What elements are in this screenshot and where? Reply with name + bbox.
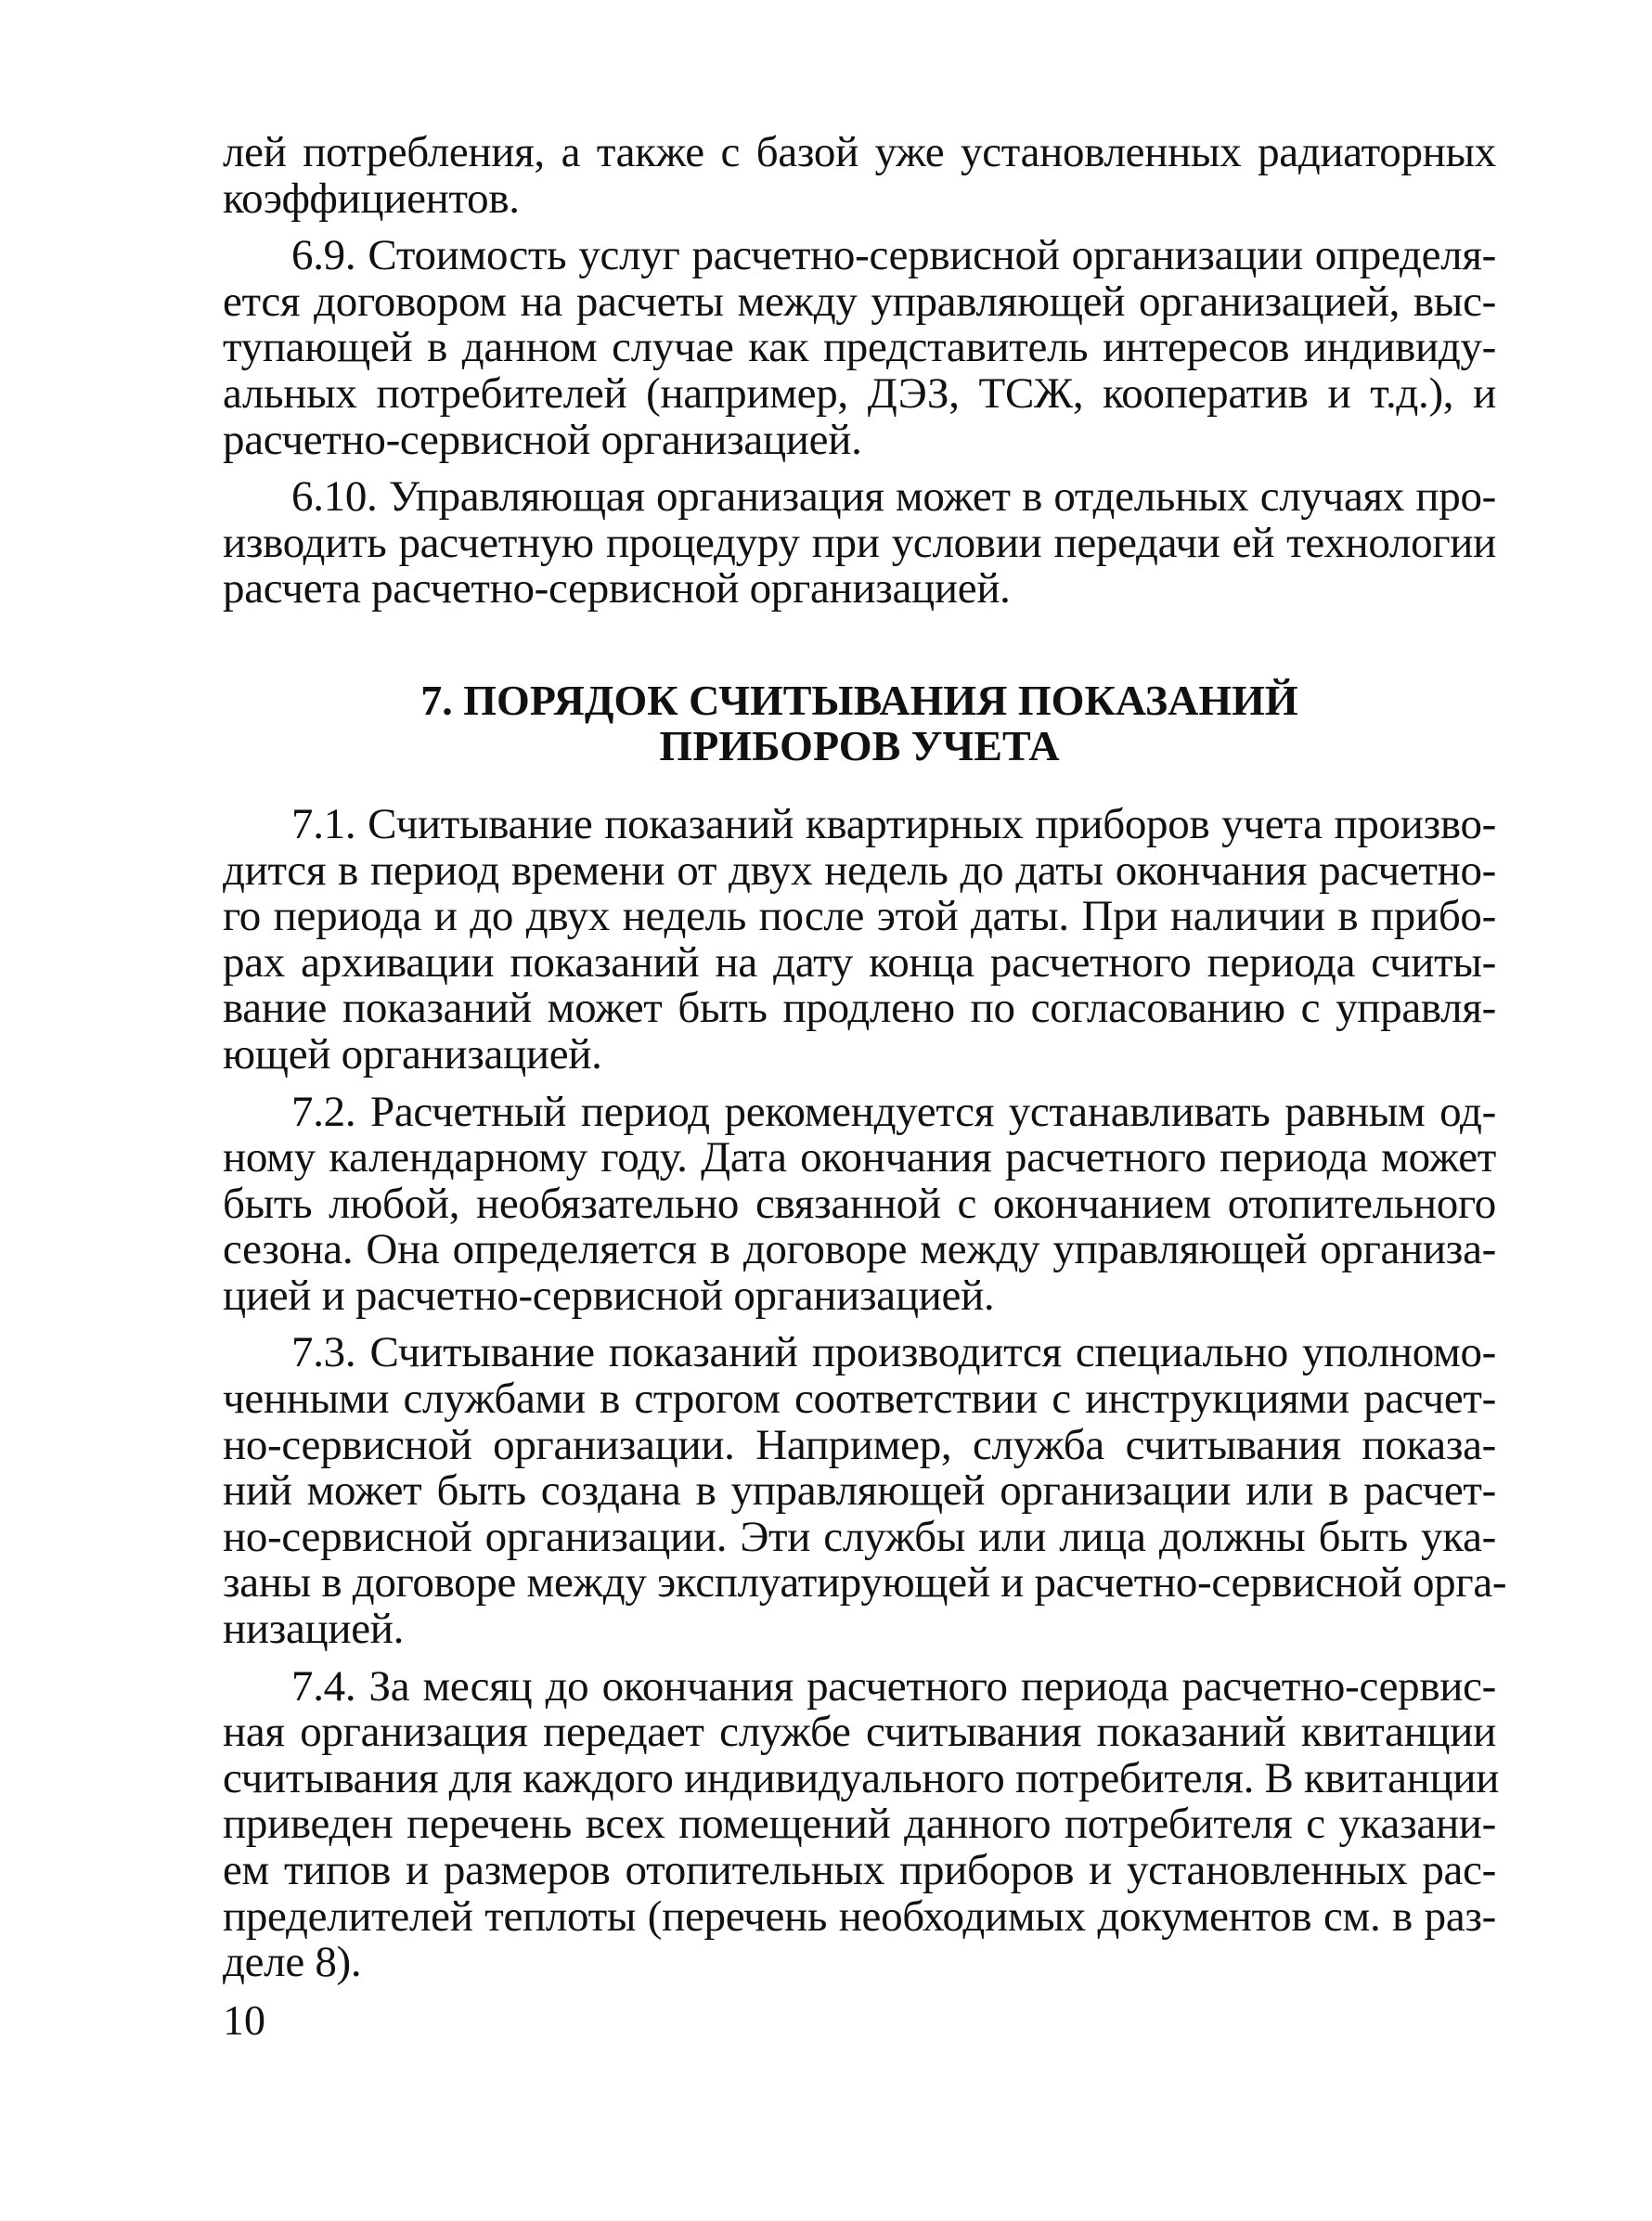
paragraph — [223, 799, 1496, 1078]
text-line: ющей организацией. — [223, 1029, 602, 1078]
text-line: 7.3. Считывание показаний производится специально уполномо- — [291, 1328, 1496, 1377]
text-line: пределителей теплоты (перечень необходимых документов см. в раз- — [223, 1892, 1496, 1941]
text-line: 6.9. Стоимость услуг расчетно-сервисной организации определя- — [291, 231, 1496, 280]
text-line: ний может быть создана в управляющей организации или в расчет- — [223, 1466, 1496, 1516]
paragraph — [223, 233, 1496, 463]
text-line: лей потребления, а также с базой уже установленных радиаторных — [223, 128, 1496, 176]
section-heading-line-1: 7. ПОРЯДОК СЧИТЫВАНИЯ ПОКАЗАНИЙ — [420, 676, 1298, 724]
paragraph — [223, 1661, 1500, 1987]
text-line: вание показаний может быть продлено по согласованию с управля- — [223, 984, 1496, 1033]
text-line: быть любой, необязательно связанной с окончанием отопительного — [223, 1179, 1496, 1228]
text-line: приведен перечень всех помещений данного потребителя с указани- — [223, 1800, 1496, 1849]
section-6-paragraphs — [223, 233, 1496, 613]
text-line: ченными службами в строгом соответствии с инструкциями расчет- — [223, 1375, 1496, 1424]
text-line: альных потребителей (например, ДЭЗ, ТСЖ, кооператив и т.д.), и — [223, 368, 1496, 418]
text-line: но-сервисной организации. Например, служба считывания показа- — [223, 1420, 1496, 1469]
continuation-paragraph — [223, 130, 1496, 222]
text-line: ная организация передает службе считывания показаний квитанции — [223, 1708, 1496, 1757]
text-line: расчетно-сервисной организацией. — [223, 415, 862, 464]
text-line: 7.1. Считывание показаний квартирных приборов учета произво- — [291, 799, 1496, 848]
text-line: ется договором на расчеты между управляющей организацией, выс- — [223, 277, 1496, 326]
text-line: изводить расчетную процедуру при условии передачи ей технологии — [223, 518, 1496, 567]
page-body — [223, 128, 1507, 1997]
section-7-paragraphs — [223, 799, 1507, 1987]
text-line: 6.10. Управляющая организация может в отдельных случаях про- — [291, 472, 1496, 522]
paragraph — [223, 1087, 1496, 1320]
text-line: деле 8). — [223, 1938, 362, 1987]
text-line: 7.2. Расчетный период рекомендуется устанавливать равным од- — [291, 1087, 1496, 1136]
text-line: заны в договоре между эксплуатирующей и расчетно-сервисной орга- — [223, 1558, 1507, 1608]
page-number: 10 — [223, 1996, 265, 2044]
text-line: ному календарному году. Дата окончания расчетного периода может — [223, 1133, 1496, 1182]
section-heading-line-2: ПРИБОРОВ УЧЕТА — [659, 721, 1060, 769]
text-line: считывания для каждого индивидуального потребителя. В квитанции — [223, 1753, 1500, 1802]
text-line: дится в период времени от двух недель до даты окончания расчетно- — [223, 846, 1496, 895]
text-line: цией и расчетно-сервисной организацией. — [223, 1271, 995, 1320]
text-line: низацией. — [223, 1605, 405, 1654]
text-line: 7.4. За месяц до окончания расчетного периода расчетно-сервис- — [291, 1661, 1496, 1711]
text-line: но-сервисной организации. Эти службы или лица должны быть ука- — [223, 1512, 1496, 1561]
text-line: рах архивации показаний на дату конца расчетного периода считы- — [223, 937, 1496, 987]
text-line: го периода и до двух недель после этой даты. При наличии в прибо- — [223, 892, 1496, 941]
section-heading — [223, 678, 1496, 768]
paragraph — [223, 1328, 1507, 1654]
text-line: расчета расчетно-сервисной организацией. — [223, 564, 1011, 613]
text-line: сезона. Она определяется в договоре между управляющей организа- — [223, 1225, 1496, 1274]
paragraph — [223, 474, 1496, 613]
text-line: коэффициентов. — [223, 174, 520, 223]
text-line: ем типов и размеров отопительных приборов и установленных рас- — [223, 1846, 1496, 1894]
text-line: тупающей в данном случае как представитель интересов индивиду- — [223, 323, 1496, 372]
